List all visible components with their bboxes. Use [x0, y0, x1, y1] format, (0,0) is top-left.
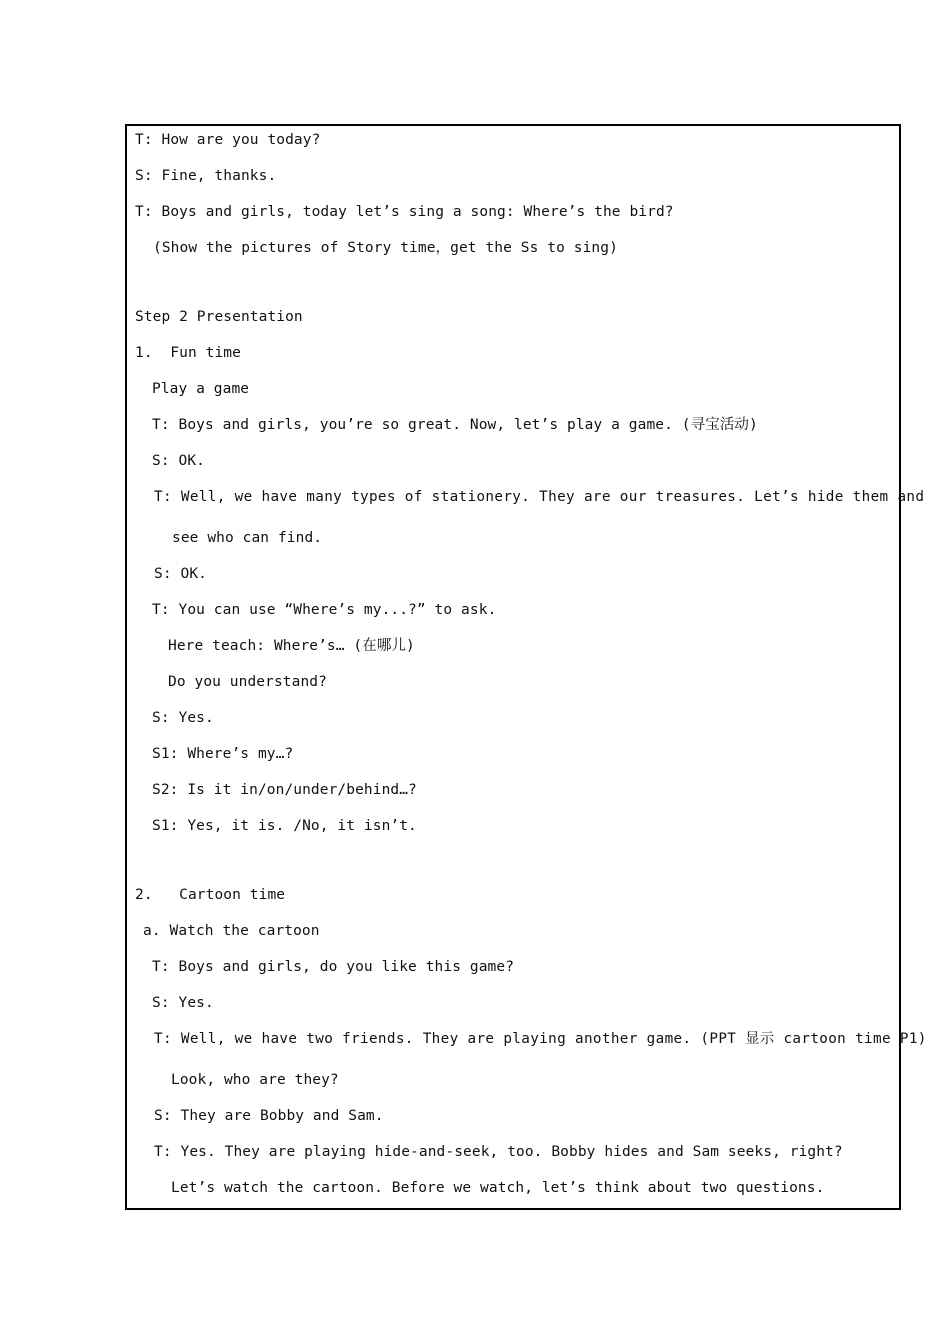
dialogue-line: T: Well, we have many types of stationery. They are our treasures. Let’s hide them and [154, 489, 925, 505]
stage-direction: (Show the pictures of Story time，get the Ss to sing) [153, 240, 618, 256]
dialogue-line: S1: Yes, it is. /No, it isn’t. [152, 818, 417, 834]
dialogue-line: Do you understand? [168, 674, 327, 690]
dialogue-line: T: Boys and girls, you’re so great. Now, let’s play a game. (寻宝活动) [152, 417, 758, 433]
dialogue-line: T: Boys and girls, today let’s sing a song: Where’s the bird? [135, 204, 674, 220]
activity-title: a. Watch the cartoon [143, 923, 320, 939]
dialogue-line: T: You can use “Where’s my...?” to ask. [152, 602, 497, 618]
dialogue-line: S2: Is it in/on/under/behind…? [152, 782, 417, 798]
dialogue-line-continued: Look, who are they? [171, 1072, 339, 1088]
dialogue-line: S: OK. [152, 453, 205, 469]
dialogue-line-continued: see who can find. [172, 530, 323, 546]
dialogue-line: S: OK. [154, 566, 207, 582]
dialogue-line: S: Yes. [152, 710, 214, 726]
dialogue-line: T: Yes. They are playing hide-and-seek, too. Bobby hides and Sam seeks, right? [154, 1144, 843, 1160]
dialogue-line: S: Fine, thanks. [135, 168, 277, 184]
dialogue-line: S: Yes. [152, 995, 214, 1011]
dialogue-line: S: They are Bobby and Sam. [154, 1108, 384, 1124]
dialogue-line: T: Boys and girls, do you like this game? [152, 959, 515, 975]
dialogue-line: S1: Where’s my…? [152, 746, 294, 762]
dialogue-line: T: How are you today? [135, 132, 321, 148]
dialogue-line-continued: Let’s watch the cartoon. Before we watch, let’s think about two questions. [171, 1180, 825, 1196]
dialogue-line: T: Well, we have two friends. They are playing another game. (PPT 显示 cartoon time P1) [154, 1031, 927, 1047]
subsection-heading: 1. Fun time [135, 345, 241, 361]
teaching-note: Here teach: Where’s… (在哪儿) [168, 638, 415, 654]
section-heading: Step 2 Presentation [135, 309, 303, 325]
subsection-heading: 2. Cartoon time [135, 887, 286, 903]
activity-title: Play a game [152, 381, 250, 397]
